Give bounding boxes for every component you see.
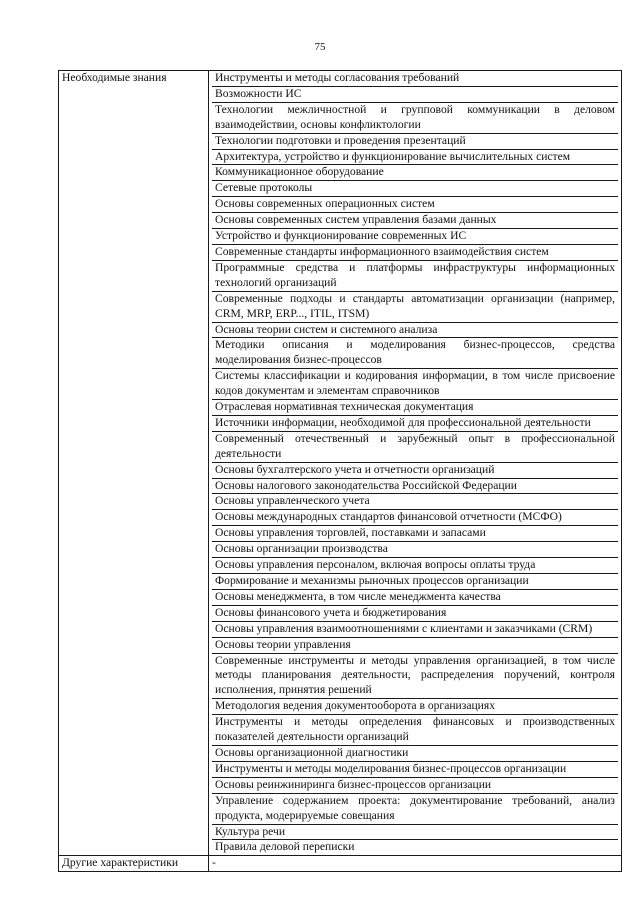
list-item: Основы реинжиниринга бизнес-процессов организации	[212, 778, 618, 794]
list-item: Основы бухгалтерского учета и отчетности организаций	[212, 463, 618, 479]
list-item: Формирование и механизмы рыночных процессов организации	[212, 574, 618, 590]
list-item: Основы управления персоналом, включая вопросы оплаты труда	[212, 558, 618, 574]
list-item: Технологии межличностной и групповой коммуникации в деловом взаимодействии, основы конфликтологии	[212, 103, 618, 134]
list-item: Отраслевая нормативная техническая документация	[212, 400, 618, 416]
list-item: Управление содержанием проекта: документирование требований, анализ продукта, модерируемые совещания	[212, 794, 618, 825]
list-item: Основы международных стандартов финансовой отчетности (МСФО)	[212, 510, 618, 526]
list-item: Методики описания и моделирования бизнес-процессов, средства моделирования бизнес-процессов	[212, 338, 618, 369]
list-item: Системы классификации и кодирования информации, в том числе присвоение кодов документам и элементам справочников	[212, 369, 618, 400]
page-number: 75	[314, 41, 326, 53]
list-item: Методология ведения документооборота в организациях	[212, 699, 618, 715]
list-item: Основы организационной диагностики	[212, 746, 618, 762]
list-item: Коммуникационное оборудование	[212, 165, 618, 181]
list-item: Основы управленческого учета	[212, 494, 618, 510]
list-item: Инструменты и методы моделирования бизнес-процессов организации	[212, 762, 618, 778]
knowledge-items-cell	[209, 71, 622, 856]
knowledge-table	[58, 70, 622, 872]
list-item: Основы финансового учета и бюджетирования	[212, 606, 618, 622]
list-item: Сетевые протоколы	[212, 181, 618, 197]
list-item: Инструменты и методы согласования требований	[212, 71, 618, 87]
list-item: Современные инструменты и методы управления организацией, в том числе методы планирования деятельности, распределения поручений, контроля исполнения, принятия решений	[212, 654, 618, 700]
list-item: Основы теории систем и системного анализа	[212, 323, 618, 339]
list-item: Основы управления взаимоотношениями с клиентами и заказчиками (CRM)	[212, 622, 618, 638]
list-item: Основы налогового законодательства Российской Федерации	[212, 479, 618, 495]
other-characteristics-value: -	[209, 856, 622, 872]
other-characteristics-label: Другие характеристики	[59, 856, 209, 872]
list-item: Устройство и функционирование современных ИС	[212, 229, 618, 245]
knowledge-items-list	[212, 71, 618, 855]
list-item: Инструменты и методы определения финансовых и производственных показателей деятельности организаций	[212, 715, 618, 746]
list-item: Культура речи	[212, 825, 618, 841]
list-item: Правила деловой переписки	[215, 840, 355, 854]
list-item: Основы организации производства	[212, 542, 618, 558]
list-item: Современный отечественный и зарубежный опыт в профессиональной деятельности	[212, 432, 618, 463]
list-item: Современные подходы и стандарты автоматизации организации (например, CRM, MRP, ERP..., ITIL, ITSM)	[212, 292, 618, 323]
knowledge-label: Необходимые знания	[59, 71, 209, 856]
list-item: Основы управления торговлей, поставками и запасами	[212, 526, 618, 542]
list-item: Основы теории управления	[212, 638, 618, 654]
list-item: Современные стандарты информационного взаимодействия систем	[212, 245, 618, 261]
list-item: Источники информации, необходимой для профессиональной деятельности	[212, 416, 618, 432]
table-row	[59, 856, 622, 872]
list-item: Возможности ИС	[212, 87, 618, 103]
list-item: Основы современных систем управления базами данных	[212, 213, 618, 229]
list-item: Основы менеджмента, в том числе менеджмента качества	[212, 590, 618, 606]
list-item: Основы современных операционных систем	[212, 197, 618, 213]
list-item: Программные средства и платформы инфраструктуры информационных технологий организаций	[212, 261, 618, 292]
list-item: Технологии подготовки и проведения презентаций	[212, 134, 618, 150]
table-row	[59, 71, 622, 856]
list-item: Архитектура, устройство и функционирование вычислительных систем	[212, 150, 618, 166]
